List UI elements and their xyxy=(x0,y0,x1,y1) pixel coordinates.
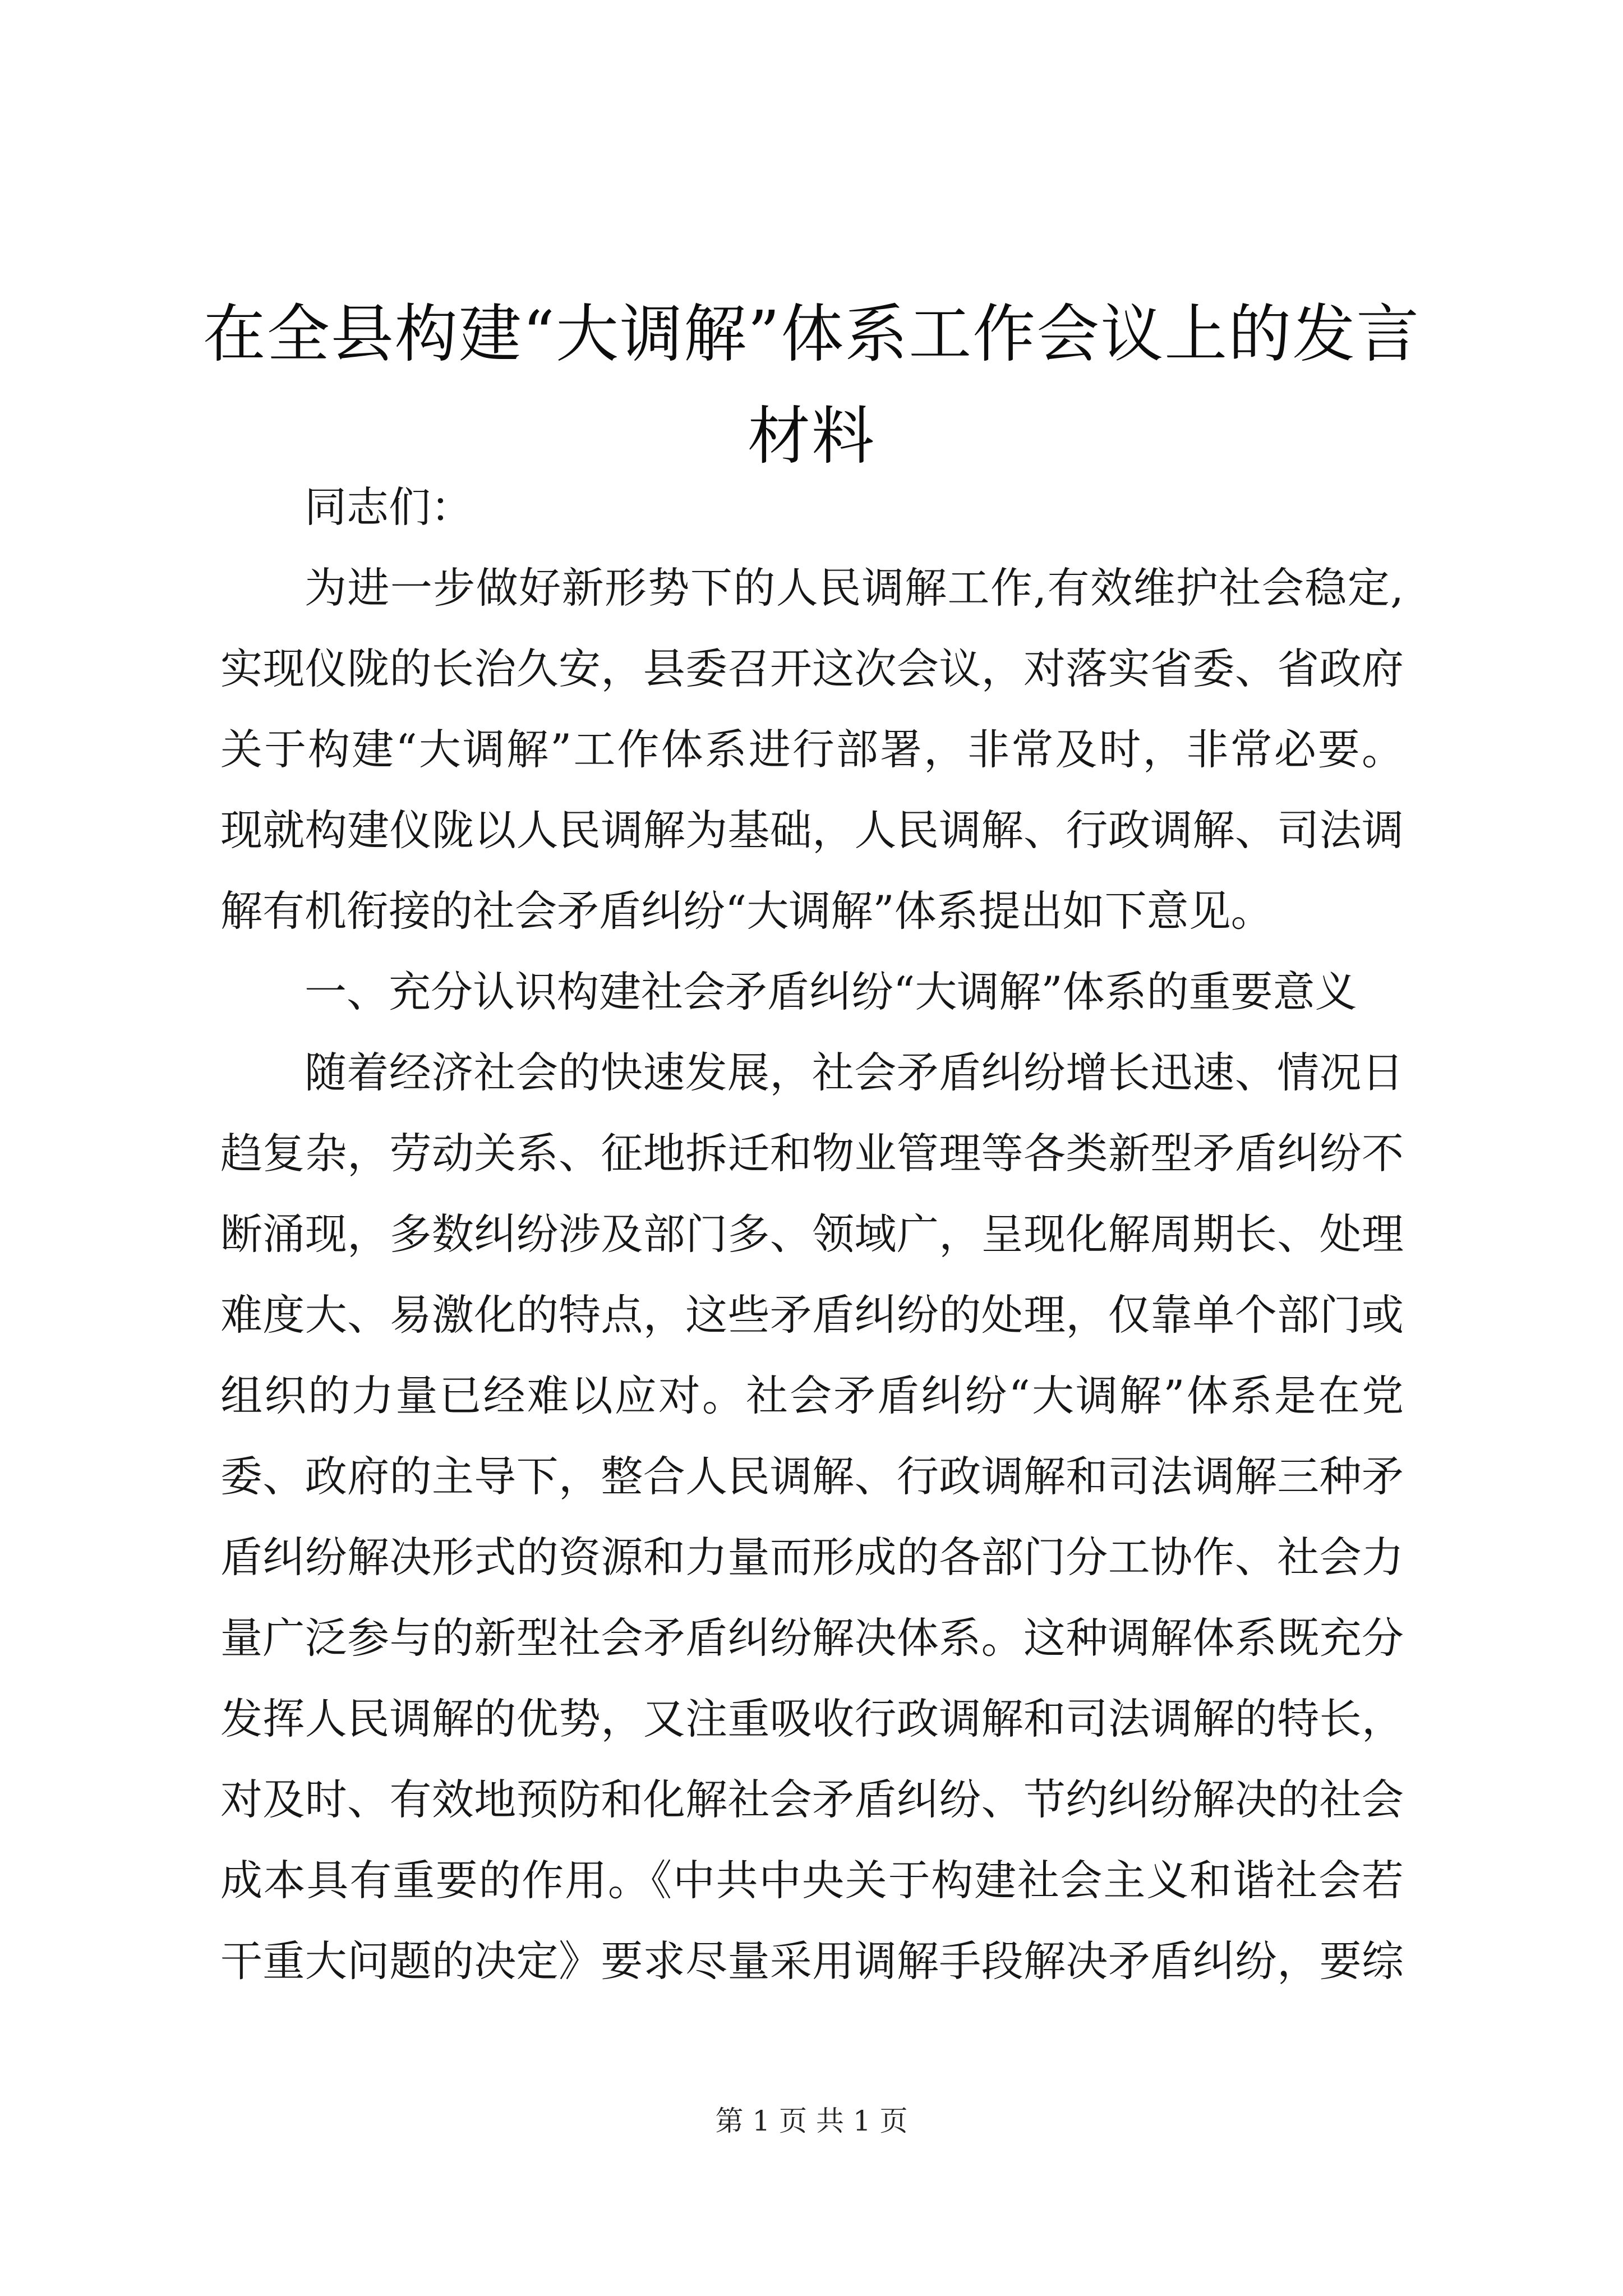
title-line: 在全县构建“大调解”体系工作会议上的发言 xyxy=(202,298,1421,371)
paragraph-line: 实现仪陇的长治久安，县委召开这次会议，对落实省委、省政府 xyxy=(220,644,1404,693)
paragraph-line: 关于构建“大调解”工作体系进行部署，非常及时，非常必要。 xyxy=(220,725,1404,774)
paragraph-line: 难度大、易激化的特点，这些矛盾纠纷的处理，仅靠单个部门或 xyxy=(220,1290,1404,1340)
document-body xyxy=(220,467,1404,2001)
paragraph-line: 现就构建仪陇以人民调解为基础，人民调解、行政调解、司法调 xyxy=(220,806,1404,855)
paragraph-line: 随着经济社会的快速发展，社会矛盾纠纷增长迅速、情况日 xyxy=(305,1048,1404,1097)
paragraph-line: 委、政府的主导下，整合人民调解、行政调解和司法调解三种矛 xyxy=(220,1452,1404,1501)
title-line: 材料 xyxy=(748,400,875,473)
salutation: 同志们： xyxy=(305,482,473,532)
paragraph-line: 趋复杂，劳动关系、征地拆迁和物业管理等各类新型矛盾纠纷不 xyxy=(220,1129,1404,1178)
paragraph-line: 发挥人民调解的优势，又注重吸收行政调解和司法调解的特长， xyxy=(220,1694,1404,1743)
paragraph-line: 成本具有重要的作用。《中共中央关于构建社会主义和谐社会若 xyxy=(220,1856,1404,1905)
paragraph-line: 为进一步做好新形势下的人民调解工作,有效维护社会稳定, xyxy=(305,563,1404,613)
section-heading: 一、充分认识构建社会矛盾纠纷“大调解”体系的重要意义 xyxy=(305,967,1357,1016)
page-footer: 第 1 页 共 1 页 xyxy=(715,2105,908,2137)
paragraph-line: 干重大问题的决定》要求尽量采用调解手段解决矛盾纠纷，要综 xyxy=(220,1936,1404,1986)
paragraph-line: 盾纠纷解决形式的资源和力量而形成的各部门分工协作、社会力 xyxy=(220,1533,1404,1582)
paragraph-line: 对及时、有效地预防和化解社会矛盾纠纷、节约纠纷解决的社会 xyxy=(220,1775,1404,1824)
document-title xyxy=(185,283,1438,487)
paragraph-line: 量广泛参与的新型社会矛盾纠纷解决体系。这种调解体系既充分 xyxy=(220,1613,1404,1663)
paragraph-line: 解有机衔接的社会矛盾纠纷“大调解”体系提出如下意见。 xyxy=(220,886,1273,936)
paragraph-line: 组织的力量已经难以应对。社会矛盾纠纷“大调解”体系是在党 xyxy=(220,1371,1404,1420)
paragraph-line: 断涌现，多数纠纷涉及部门多、领域广，呈现化解周期长、处理 xyxy=(220,1209,1404,1259)
